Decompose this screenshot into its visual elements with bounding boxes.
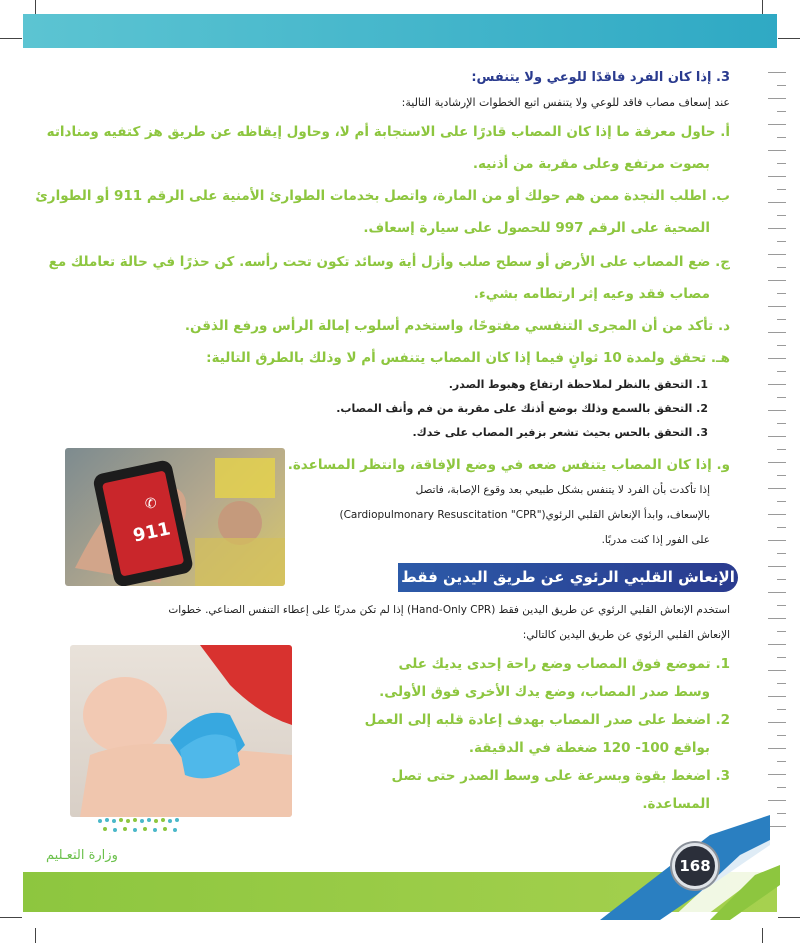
handonly-intro-line2: الإنعاش القلبي الرئوي عن طريق اليدين كالتالي:: [522, 629, 730, 641]
handonly-intro-line1: استخدم الإنعاش القلبي الرئوي عن طريق اليدين فقط (Hand-Only CPR) إذا لم تكن مدربًا على إعطاء التنفس الصناعي. خطوات: [168, 604, 730, 616]
ministry-logo-text: وزارة التعـليم: [46, 848, 118, 863]
step-b-line2: الصحية على الرقم 997 للحصول على سيارة إسعاف.: [363, 220, 710, 236]
handonly-step1-line2: وسط صدر المصاب، وضع يدك الأخرى فوق الأولى.: [379, 684, 710, 700]
step-b-line1: ب. اطلب النجدة ممن هم حولك أو من المارة، واتصل بخدمات الطوارئ الأمنية على الرقم 911 أو الطوارئ: [35, 188, 730, 204]
phone-number-display: 911: [131, 518, 173, 547]
step-a-line2: بصوت مرتفع وعلى مقربة من أذنيه.: [472, 156, 710, 172]
cpr-illustration: [70, 645, 292, 817]
phone-illustration: [65, 448, 285, 586]
emergency-call-photo: [65, 448, 285, 586]
page-number: 168: [672, 843, 718, 889]
crop-mark: [35, 928, 36, 943]
crop-mark: [778, 917, 800, 918]
crop-mark: [0, 38, 22, 39]
crop-mark: [762, 0, 763, 14]
step-a-line1: أ. حاول معرفة ما إذا كان المصاب قادرًا على الاستجابة أم لا، وحاول إيقاظه عن طريق هز كتفيه ومناداته: [46, 124, 730, 140]
phone-call-icon: ✆: [143, 494, 159, 514]
paragraph-line: بالإسعاف، وابدأ الإنعاش القلبي الرئوي("Cardiopulmonary Resuscitation "CPR): [339, 509, 710, 521]
crop-mark: [762, 928, 763, 943]
paragraph-line: على الفور إذا كنت مدربًا.: [601, 534, 710, 546]
step-c-line1: ج. ضع المصاب على الأرض أو سطح صلب وأزل أية وسائد تكون تحت رأسه. كن حذرًا في حالة تعاملك مع: [48, 254, 730, 270]
check-item: 1. التحقق بالنظر لملاحظة ارتفاع وهبوط الصدر.: [448, 378, 708, 391]
handonly-step3-line2: المساعدة.: [642, 796, 710, 812]
step-h: هـ. تحقق ولمدة 10 ثوانٍ فيما إذا كان المصاب يتنفس أم لا وذلك بالطرق التالية:: [206, 350, 730, 366]
handonly-step1-line1: 1. تموضع فوق المصاب وضع راحة إحدى يديك على: [398, 656, 730, 672]
ministry-logo-dots: [95, 815, 185, 837]
top-banner-bar: [23, 14, 777, 48]
step-d: د. تأكد من أن المجرى التنفسي مفتوحًا، واستخدم أسلوب إمالة الرأس ورفع الذقن.: [184, 318, 730, 334]
handonly-step3-line1: 3. اضغط بقوة وبسرعة على وسط الصدر حتى تصل: [391, 768, 730, 784]
crop-mark: [0, 917, 22, 918]
section-banner: الإنعاش القلبي الرئوي عن طريق اليدين فقط: [398, 563, 738, 592]
crop-mark: [35, 0, 36, 14]
cpr-training-photo: [70, 645, 292, 817]
step-w: و. إذا كان المصاب يتنفس ضعه في وضع الإفاقة، وانتظر المساعدة.: [287, 457, 730, 473]
check-item: 2. التحقق بالسمع وذلك بوضع أذنك على مقربة من فم وأنف المصاب.: [336, 402, 708, 415]
paragraph-line: إذا تأكدت بأن الفرد لا يتنفس بشكل طبيعي بعد وقوع الإصابة، فاتصل: [415, 484, 710, 496]
handonly-step2-line2: بواقع 100- 120 ضغطة في الدقيقة.: [468, 740, 710, 756]
crop-mark: [778, 38, 800, 39]
handonly-step2-line1: 2. اضغط على صدر المصاب بهدف إعادة قلبه إلى العمل: [364, 712, 730, 728]
check-item: 3. التحقق بالحس بحيث تشعر بزفير المصاب على خدك.: [412, 426, 708, 439]
section-intro: عند إسعاف مصاب فاقد للوعي ولا يتنفس اتبع الخطوات الإرشادية التالية:: [401, 96, 730, 109]
section-title: 3. إذا كان الفرد فاقدًا للوعي ولا يتنفس:: [471, 70, 730, 85]
step-c-line2: مصاب فقد وعيه إثر ارتطامه بشيء.: [473, 286, 710, 302]
page-ruler: [766, 60, 786, 850]
